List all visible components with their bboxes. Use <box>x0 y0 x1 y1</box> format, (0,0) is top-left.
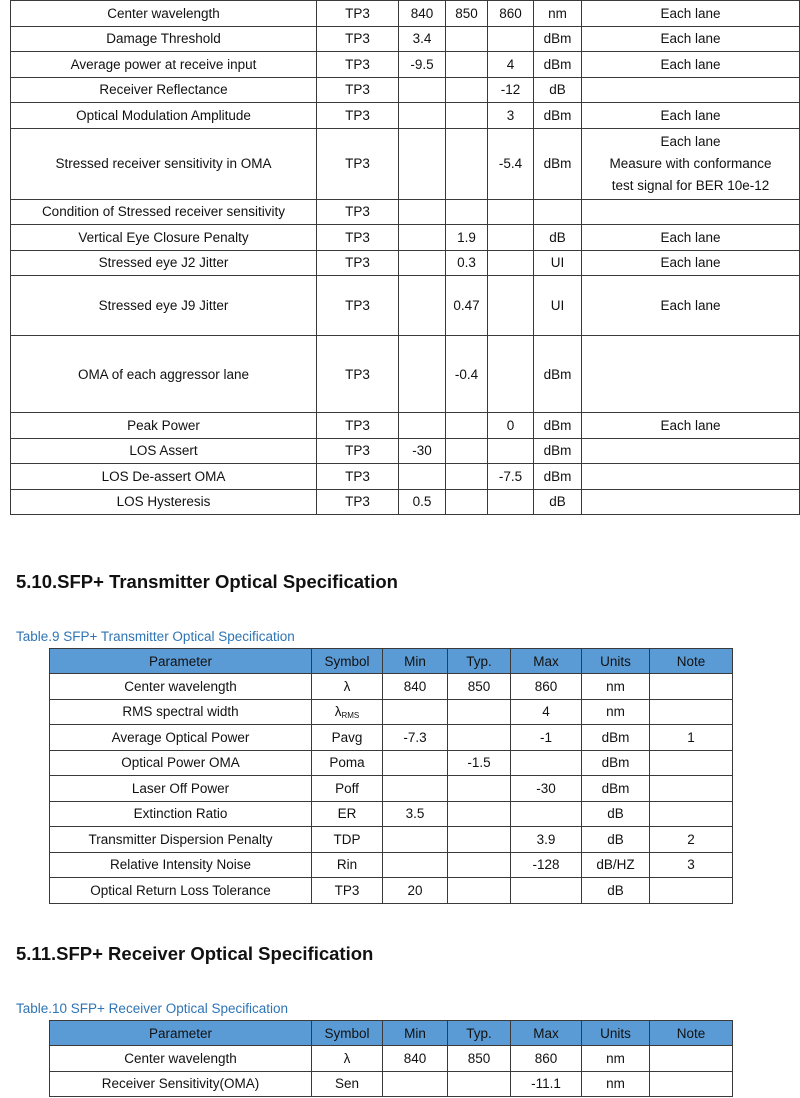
max-cell <box>488 225 534 251</box>
table-row <box>11 489 800 515</box>
table-row <box>11 225 800 251</box>
parameter-cell: Relative Intensity Noise <box>50 852 312 878</box>
note-header: Note <box>650 1021 733 1046</box>
max-cell <box>511 801 582 827</box>
table-row <box>11 128 800 199</box>
table-row <box>11 464 800 490</box>
units-cell: nm <box>582 1071 650 1097</box>
parameter-cell: Receiver Reflectance <box>11 77 317 103</box>
symbol-cell: TP3 <box>317 1 399 27</box>
min-cell <box>383 1071 448 1097</box>
typ-cell: 0.3 <box>446 250 488 276</box>
units-cell: dBm <box>534 52 582 78</box>
parameter-cell: Damage Threshold <box>11 26 317 52</box>
table-row <box>50 801 733 827</box>
note-cell <box>582 199 800 225</box>
symbol-cell: TP3 <box>317 103 399 129</box>
min-cell: 840 <box>383 1046 448 1072</box>
max-cell <box>488 276 534 336</box>
symbol-cell: Poma <box>312 750 383 776</box>
table-row <box>11 438 800 464</box>
min-cell <box>399 464 446 490</box>
max-cell <box>511 878 582 904</box>
symbol-cell: Rin <box>312 852 383 878</box>
parameter-cell: Stressed eye J9 Jitter <box>11 276 317 336</box>
min-cell: -7.3 <box>383 725 448 751</box>
note-cell: 2 <box>650 827 733 853</box>
symbol-cell: TP3 <box>317 489 399 515</box>
min-cell: 3.5 <box>383 801 448 827</box>
table-row <box>11 52 800 78</box>
min-cell <box>383 827 448 853</box>
units-cell: dBm <box>582 776 650 802</box>
note-cell: Each lane <box>582 103 800 129</box>
max-cell <box>488 199 534 225</box>
table-row <box>50 1046 733 1072</box>
units-cell: dBm <box>534 464 582 490</box>
parameter-cell: Stressed eye J2 Jitter <box>11 250 317 276</box>
table-header-row <box>50 1021 733 1046</box>
units-cell: dBm <box>534 128 582 199</box>
note-line: Each lane <box>660 133 721 149</box>
section-heading-5-10: 5.10.SFP+ Transmitter Optical Specification <box>16 571 398 592</box>
note-cell <box>582 77 800 103</box>
note-cell <box>582 336 800 413</box>
parameter-header: Parameter <box>50 1021 312 1046</box>
min-cell <box>399 413 446 439</box>
typ-cell <box>448 878 511 904</box>
note-cell <box>582 464 800 490</box>
table-row <box>50 878 733 904</box>
table-row <box>50 674 733 700</box>
typ-cell <box>446 103 488 129</box>
max-cell <box>488 438 534 464</box>
min-cell <box>399 199 446 225</box>
symbol-subscript: RMS <box>341 710 360 720</box>
units-cell: dB/HZ <box>582 852 650 878</box>
symbol-cell: TP3 <box>312 878 383 904</box>
note-cell <box>650 750 733 776</box>
max-cell: 860 <box>488 1 534 27</box>
table-row <box>50 1071 733 1097</box>
typ-cell <box>446 464 488 490</box>
symbol-cell <box>312 699 383 725</box>
parameter-cell: LOS Hysteresis <box>11 489 317 515</box>
typ-header: Typ. <box>448 649 511 674</box>
units-cell: dB <box>582 801 650 827</box>
min-cell <box>383 852 448 878</box>
symbol-cell: TP3 <box>317 276 399 336</box>
table-row <box>11 413 800 439</box>
parameter-cell: LOS De-assert OMA <box>11 464 317 490</box>
table-9-caption: Table.9 SFP+ Transmitter Optical Specification <box>16 629 295 644</box>
parameter-cell: Laser Off Power <box>50 776 312 802</box>
symbol-cell: λ <box>312 674 383 700</box>
parameter-cell: Average power at receive input <box>11 52 317 78</box>
table-row <box>50 776 733 802</box>
min-cell <box>399 336 446 413</box>
units-cell: dBm <box>534 103 582 129</box>
typ-cell <box>446 77 488 103</box>
units-cell: dB <box>534 225 582 251</box>
max-cell: 0 <box>488 413 534 439</box>
typ-cell <box>446 489 488 515</box>
max-cell: 3 <box>488 103 534 129</box>
note-cell <box>650 1046 733 1072</box>
table-10-caption: Table.10 SFP+ Receiver Optical Specification <box>16 1001 289 1016</box>
typ-cell <box>448 852 511 878</box>
min-cell: -9.5 <box>399 52 446 78</box>
symbol-cell: TDP <box>312 827 383 853</box>
units-cell: nm <box>582 699 650 725</box>
min-cell <box>399 225 446 251</box>
table-row <box>11 103 800 129</box>
table-row <box>11 1 800 27</box>
note-cell: Each lane <box>582 26 800 52</box>
units-header: Units <box>582 1021 650 1046</box>
symbol-cell: Pavg <box>312 725 383 751</box>
typ-cell <box>446 438 488 464</box>
min-cell <box>383 750 448 776</box>
max-cell: 3.9 <box>511 827 582 853</box>
max-cell: -30 <box>511 776 582 802</box>
table-row <box>50 725 733 751</box>
table-row <box>11 26 800 52</box>
units-cell: nm <box>582 674 650 700</box>
note-cell <box>650 801 733 827</box>
parameter-cell: Transmitter Dispersion Penalty <box>50 827 312 853</box>
note-cell: Each lane <box>582 225 800 251</box>
table-row <box>11 336 800 413</box>
table-row <box>11 276 800 336</box>
units-cell: dB <box>534 77 582 103</box>
typ-cell: 0.47 <box>446 276 488 336</box>
symbol-cell: TP3 <box>317 250 399 276</box>
symbol-cell: λ <box>312 1046 383 1072</box>
typ-cell <box>448 725 511 751</box>
min-cell: -30 <box>399 438 446 464</box>
typ-cell <box>448 801 511 827</box>
parameter-cell: Extinction Ratio <box>50 801 312 827</box>
min-cell <box>399 77 446 103</box>
receiver-optical-table <box>49 1020 733 1097</box>
transmitter-optical-table <box>49 648 733 904</box>
table-row <box>11 199 800 225</box>
note-cell <box>582 489 800 515</box>
max-cell <box>488 336 534 413</box>
units-cell: nm <box>534 1 582 27</box>
parameter-cell: OMA of each aggressor lane <box>11 336 317 413</box>
max-cell <box>511 750 582 776</box>
table-row <box>50 699 733 725</box>
typ-cell <box>448 827 511 853</box>
note-cell <box>582 128 800 199</box>
parameter-cell: Center wavelength <box>50 1046 312 1072</box>
min-cell <box>383 699 448 725</box>
symbol-cell: Poff <box>312 776 383 802</box>
units-cell: dBm <box>534 413 582 439</box>
parameter-cell: Center wavelength <box>11 1 317 27</box>
note-line: test signal for BER 10e-12 <box>611 177 770 193</box>
min-header: Min <box>383 649 448 674</box>
note-cell: Each lane <box>582 250 800 276</box>
note-cell <box>582 438 800 464</box>
note-cell <box>650 1071 733 1097</box>
units-cell: dB <box>582 878 650 904</box>
symbol-header: Symbol <box>312 1021 383 1046</box>
typ-cell <box>448 1071 511 1097</box>
parameter-cell: Optical Modulation Amplitude <box>11 103 317 129</box>
typ-cell: -0.4 <box>446 336 488 413</box>
note-header: Note <box>650 649 733 674</box>
max-cell: -128 <box>511 852 582 878</box>
typ-cell <box>446 413 488 439</box>
parameter-header: Parameter <box>50 649 312 674</box>
units-cell: UI <box>534 276 582 336</box>
typ-cell: 850 <box>448 1046 511 1072</box>
parameter-cell: Condition of Stressed receiver sensitivity <box>11 199 317 225</box>
table-row <box>50 827 733 853</box>
symbol-cell: TP3 <box>317 336 399 413</box>
note-cell: Each lane <box>582 413 800 439</box>
note-cell <box>650 674 733 700</box>
max-cell: 4 <box>488 52 534 78</box>
typ-cell <box>446 128 488 199</box>
max-cell: 860 <box>511 674 582 700</box>
symbol-cell: TP3 <box>317 413 399 439</box>
parameter-cell: Stressed receiver sensitivity in OMA <box>11 128 317 199</box>
note-line: Measure with conformance <box>609 155 772 171</box>
note-cell <box>650 776 733 802</box>
units-cell: dBm <box>582 750 650 776</box>
max-cell: -1 <box>511 725 582 751</box>
symbol-cell: ER <box>312 801 383 827</box>
typ-cell <box>448 776 511 802</box>
parameter-cell: LOS Assert <box>11 438 317 464</box>
max-cell: 860 <box>511 1046 582 1072</box>
parameter-cell: Optical Power OMA <box>50 750 312 776</box>
note-cell <box>650 699 733 725</box>
units-header: Units <box>582 649 650 674</box>
min-cell <box>399 103 446 129</box>
symbol-cell: TP3 <box>317 225 399 251</box>
max-cell: -5.4 <box>488 128 534 199</box>
typ-cell: 850 <box>446 1 488 27</box>
typ-cell <box>446 199 488 225</box>
min-cell: 0.5 <box>399 489 446 515</box>
typ-cell: 850 <box>448 674 511 700</box>
units-cell: dBm <box>534 26 582 52</box>
receiver-optical-table-continued <box>10 0 800 515</box>
min-cell <box>383 776 448 802</box>
symbol-cell: TP3 <box>317 77 399 103</box>
typ-header: Typ. <box>448 1021 511 1046</box>
units-cell: nm <box>582 1046 650 1072</box>
symbol-cell: TP3 <box>317 438 399 464</box>
parameter-cell: Peak Power <box>11 413 317 439</box>
max-header: Max <box>511 649 582 674</box>
parameter-cell: Receiver Sensitivity(OMA) <box>50 1071 312 1097</box>
min-header: Min <box>383 1021 448 1046</box>
symbol-cell: Sen <box>312 1071 383 1097</box>
parameter-cell: Average Optical Power <box>50 725 312 751</box>
note-cell: Each lane <box>582 1 800 27</box>
max-cell <box>488 26 534 52</box>
max-cell <box>488 250 534 276</box>
typ-cell: -1.5 <box>448 750 511 776</box>
symbol-cell: TP3 <box>317 464 399 490</box>
note-cell: 1 <box>650 725 733 751</box>
min-cell <box>399 250 446 276</box>
min-cell: 3.4 <box>399 26 446 52</box>
table-row <box>50 750 733 776</box>
table-row <box>50 852 733 878</box>
symbol-text: λ <box>334 703 342 719</box>
section-heading-5-11: 5.11.SFP+ Receiver Optical Specification <box>16 943 374 964</box>
table-row <box>11 77 800 103</box>
units-cell <box>534 199 582 225</box>
min-cell <box>399 128 446 199</box>
min-cell: 840 <box>383 674 448 700</box>
symbol-cell: TP3 <box>317 199 399 225</box>
max-cell: -12 <box>488 77 534 103</box>
units-cell: UI <box>534 250 582 276</box>
typ-cell <box>446 26 488 52</box>
units-cell: dB <box>534 489 582 515</box>
max-cell: -7.5 <box>488 464 534 490</box>
max-header: Max <box>511 1021 582 1046</box>
symbol-cell: TP3 <box>317 52 399 78</box>
max-cell: -11.1 <box>511 1071 582 1097</box>
note-cell: Each lane <box>582 276 800 336</box>
parameter-cell: Optical Return Loss Tolerance <box>50 878 312 904</box>
units-cell: dBm <box>534 438 582 464</box>
parameter-cell: RMS spectral width <box>50 699 312 725</box>
note-cell <box>650 878 733 904</box>
units-cell: dB <box>582 827 650 853</box>
symbol-cell: TP3 <box>317 128 399 199</box>
parameter-cell: Vertical Eye Closure Penalty <box>11 225 317 251</box>
max-cell <box>488 489 534 515</box>
max-cell: 4 <box>511 699 582 725</box>
min-cell: 20 <box>383 878 448 904</box>
min-cell: 840 <box>399 1 446 27</box>
symbol-cell: TP3 <box>317 26 399 52</box>
units-cell: dBm <box>534 336 582 413</box>
typ-cell <box>446 52 488 78</box>
parameter-cell: Center wavelength <box>50 674 312 700</box>
symbol-header: Symbol <box>312 649 383 674</box>
note-cell: Each lane <box>582 52 800 78</box>
table-row <box>11 250 800 276</box>
min-cell <box>399 276 446 336</box>
units-cell: dBm <box>582 725 650 751</box>
typ-cell: 1.9 <box>446 225 488 251</box>
typ-cell <box>448 699 511 725</box>
note-cell: 3 <box>650 852 733 878</box>
table-header-row <box>50 649 733 674</box>
